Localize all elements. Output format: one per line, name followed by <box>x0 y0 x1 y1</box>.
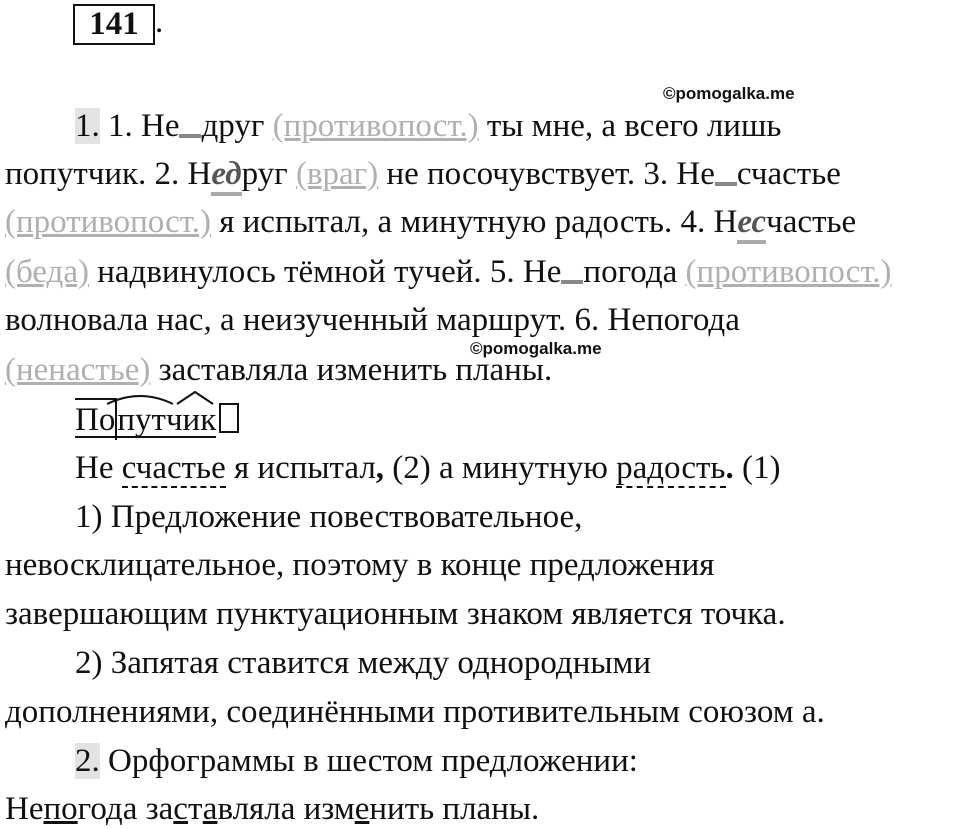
text-line: завершающим пунктуационным знаком является точка. <box>5 596 786 632</box>
hint: (ненастье) <box>5 352 151 388</box>
orthogram: е <box>354 791 370 827</box>
text-line: 1) Предложение повествовательное, <box>75 499 583 535</box>
exercise-number: 141 <box>73 4 155 45</box>
sentence-analysis: Не счастье я испытал, (2) а минутную радость. (1) <box>75 450 781 486</box>
root: пут <box>117 402 166 438</box>
hint: (враг) <box>295 156 379 192</box>
blank-gap <box>561 260 583 284</box>
hint: (противопост.) <box>5 204 211 240</box>
object-underline: радость <box>616 450 726 486</box>
base-bracket <box>75 436 216 438</box>
text-line: волновала нас, а неизученный маршрут. 6. Непогода <box>5 302 740 338</box>
text-line: попутчик. 2. Недруг (враг) не посочувствует. 3. Не счастье <box>5 154 841 194</box>
text-line: 2. Орфограммы в шестом предложении: <box>75 743 638 779</box>
text-line: (беда) надвинулось тёмной тучей. 5. Не погода (противопост.) <box>5 254 892 290</box>
hint: (противопост.) <box>272 108 479 144</box>
section-number: 2. <box>75 743 100 779</box>
blank-gap <box>179 114 201 138</box>
section-number: 1. <box>75 108 100 144</box>
object-underline: счастье <box>121 450 226 486</box>
prefix: По <box>75 398 117 440</box>
text-line: (противопост.) я испытал, а минутную радость. 4. Несчастье <box>5 202 856 242</box>
watermark: ©pomogalka.me <box>663 84 795 103</box>
highlighted-letters: ес <box>737 204 766 244</box>
exercise-number-dot: . <box>155 4 164 40</box>
hint: (противопост.) <box>685 254 892 290</box>
suffix: чик <box>165 402 217 438</box>
text-line: (ненастье) заставляла изменить планы. <box>5 352 553 388</box>
root-arc <box>105 390 245 406</box>
highlighted-letters: ед <box>211 156 241 196</box>
text-line: дополнениями, соединёнными противительным союзом а. <box>5 694 825 730</box>
orthogram: с <box>173 791 188 827</box>
text-line: 2) Запятая ставится между однородными <box>75 645 652 681</box>
orthogram-sentence: Непогода заставляла изменить планы. <box>5 791 540 827</box>
hint: (беда) <box>5 254 89 290</box>
orthogram: а <box>202 791 218 827</box>
text-line: 1. 1. Не друг (противопост.) ты мне, а всего лишь <box>75 108 782 144</box>
morpheme-analysis <box>75 398 239 440</box>
morpheme-word <box>75 398 216 440</box>
ending-box <box>219 403 239 433</box>
orthogram: по <box>43 791 78 827</box>
text-line: невосклицательное, поэтому в конце предложения <box>5 547 715 583</box>
watermark: ©pomogalka.me <box>470 339 602 358</box>
blank-gap <box>715 162 737 186</box>
